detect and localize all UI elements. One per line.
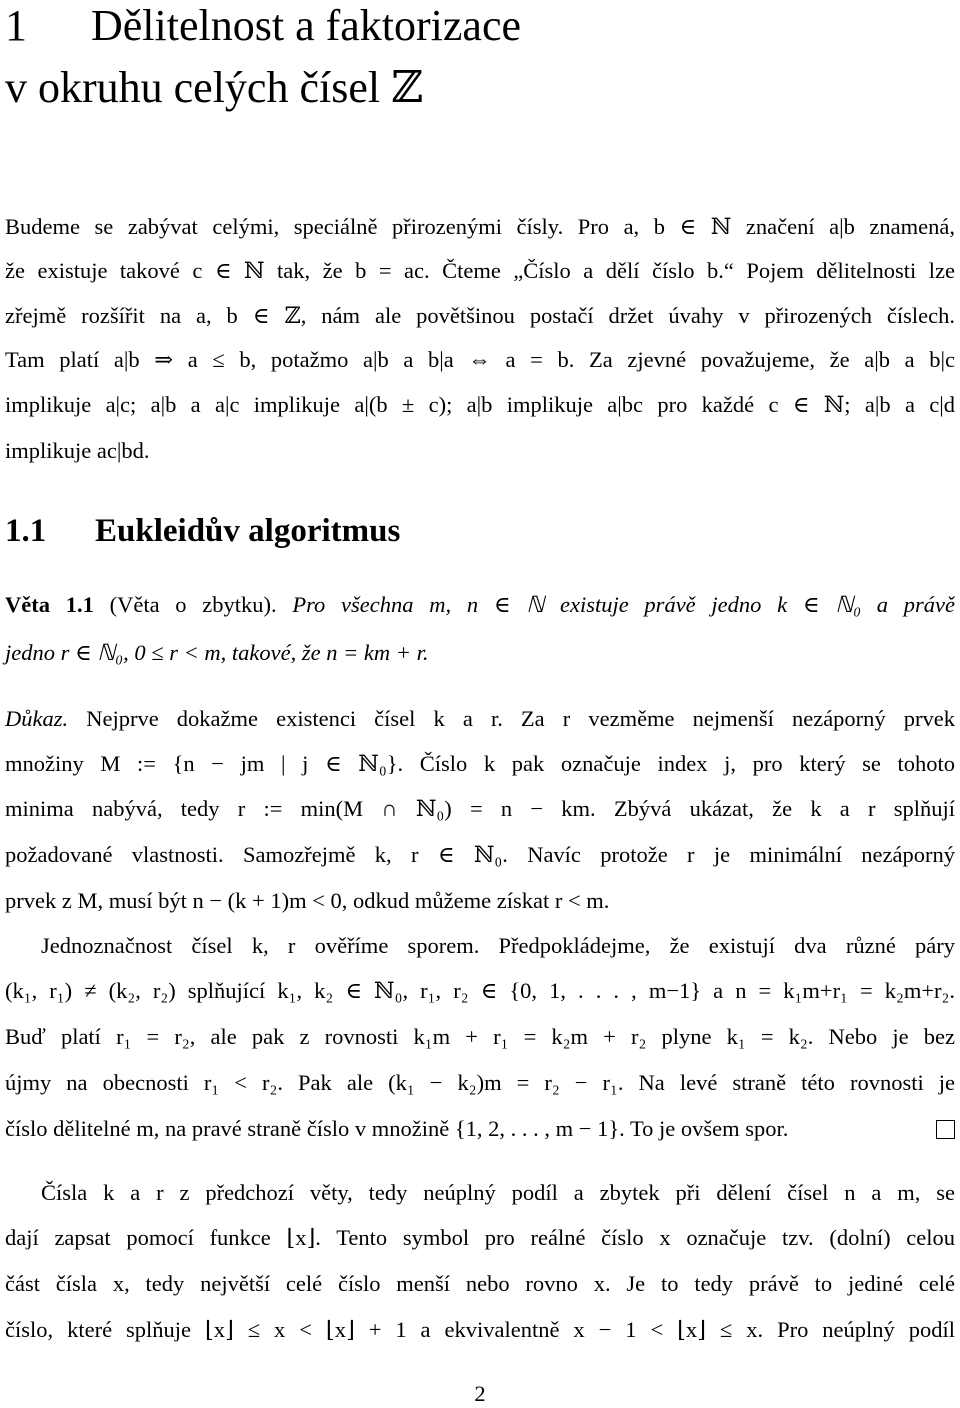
proof-label: Důkaz. xyxy=(5,706,69,731)
paragraph-line: část čísla x, tedy největší celé číslo menší nebo rovno x. Je to tedy právě to jediné celé xyxy=(5,1271,955,1296)
chapter-heading xyxy=(5,0,521,52)
theorem-label: Věta 1.1 xyxy=(5,592,94,617)
proof-line: prvek z M, musí být n − (k + 1)m < 0, odkud můžeme získat r < m. xyxy=(5,888,610,913)
proof-line xyxy=(5,705,955,733)
theorem-text: jedno r ∈ ℕ₀, 0 ≤ r < m, takové, že n = km + r. xyxy=(5,640,429,665)
paragraph-line: dají zapsat pomocí funkce ⌊x⌋. Tento symbol pro reálné číslo x označuje tzv. (dolní) celou xyxy=(5,1225,955,1250)
qed-square-icon xyxy=(936,1120,955,1139)
theorem-text: Pro všechna m, n ∈ ℕ existuje právě jedno k ∈ ℕ₀ a právě xyxy=(292,592,956,617)
theorem-line xyxy=(5,591,955,619)
intro-line: že existuje takové c ∈ ℕ tak, že b = ac. Čteme „Číslo a dělí číslo b.“ Pojem dělitelnosti lze xyxy=(5,258,955,283)
intro-line: zřejmě rozšířit na a, b ∈ ℤ, nám ale povětšinou postačí držet úvahy v přirozených číslech. xyxy=(5,303,955,328)
proof-line: Buď platí r₁ = r₂, ale pak z rovnosti k₁m + r₁ = k₂m + r₂ plyne k₁ = k₂. Nebo je bez xyxy=(5,1024,955,1049)
proof-line: (k₁, r₁) ≠ (k₂, r₂) splňující k₁, k₂ ∈ ℕ₀, r₁, r₂ ∈ {0, 1, . . . , m−1} a n = k₁m+r₁ = k₂m+r₂. xyxy=(5,978,955,1003)
theorem-name: (Věta o zbytku). xyxy=(109,592,277,617)
section-heading xyxy=(5,511,400,551)
chapter-title-line2: v okruhu celých čísel ℤ xyxy=(5,63,424,112)
chapter-title-line1: Dělitelnost a faktorizace xyxy=(91,1,522,50)
intro-line: Budeme se zabývat celými, speciálně přirozenými čísly. Pro a, b ∈ ℕ značení a|b znamená, xyxy=(5,214,955,239)
proof-text: Nejprve dokažme existenci čísel k a r. Za r vezměme nejmenší nezáporný prvek xyxy=(86,706,956,731)
section-title: Eukleidův algoritmus xyxy=(95,513,401,549)
intro-line: implikuje ac|bd. xyxy=(5,438,150,463)
proof-line: Jednoznačnost čísel k, r ověříme sporem. Předpokládejme, že existují dva různé páry xyxy=(41,933,955,958)
paragraph-line: číslo, které splňuje ⌊x⌋ ≤ x < ⌊x⌋ + 1 a ekvivalentně x − 1 < ⌊x⌋ ≤ x. Pro neúplný podíl xyxy=(5,1317,955,1342)
proof-text: číslo dělitelné m, na pravé straně číslo v množině {1, 2, . . . , m − 1}. To je ovšem spor. xyxy=(5,1116,789,1141)
proof-line-last xyxy=(5,1115,955,1143)
chapter-number: 1 xyxy=(5,1,27,50)
proof-line: požadované vlastnosti. Samozřejmě k, r ∈ ℕ₀. Navíc protože r je minimální nezáporný xyxy=(5,842,955,867)
proof-line: minima nabývá, tedy r := min(M ∩ ℕ₀) = n − km. Zbývá ukázat, že k a r splňují xyxy=(5,796,955,821)
intro-line: Tam platí a|b ⇒ a ≤ b, potažmo a|b a b|a ⇔ a = b. Za zjevné považujeme, že a|b a b|c xyxy=(5,347,955,372)
paragraph-line: Čísla k a r z předchozí věty, tedy neúplný podíl a zbytek při dělení čísel n a m, se xyxy=(41,1180,955,1205)
proof-line: újmy na obecnosti r₁ < r₂. Pak ale (k₁ − k₂)m = r₂ − r₁. Na levé straně této rovnosti je xyxy=(5,1070,955,1095)
proof-line: množiny M := {n − jm | j ∈ ℕ₀}. Číslo k pak označuje index j, pro který se tohoto xyxy=(5,751,955,776)
theorem-line xyxy=(5,639,955,667)
intro-line: implikuje a|c; a|b a a|c implikuje a|(b ± c); a|b implikuje a|bc pro každé c ∈ ℕ; a|b a c|d xyxy=(5,392,955,417)
page-number: 2 xyxy=(474,1381,486,1406)
section-number: 1.1 xyxy=(5,513,47,549)
